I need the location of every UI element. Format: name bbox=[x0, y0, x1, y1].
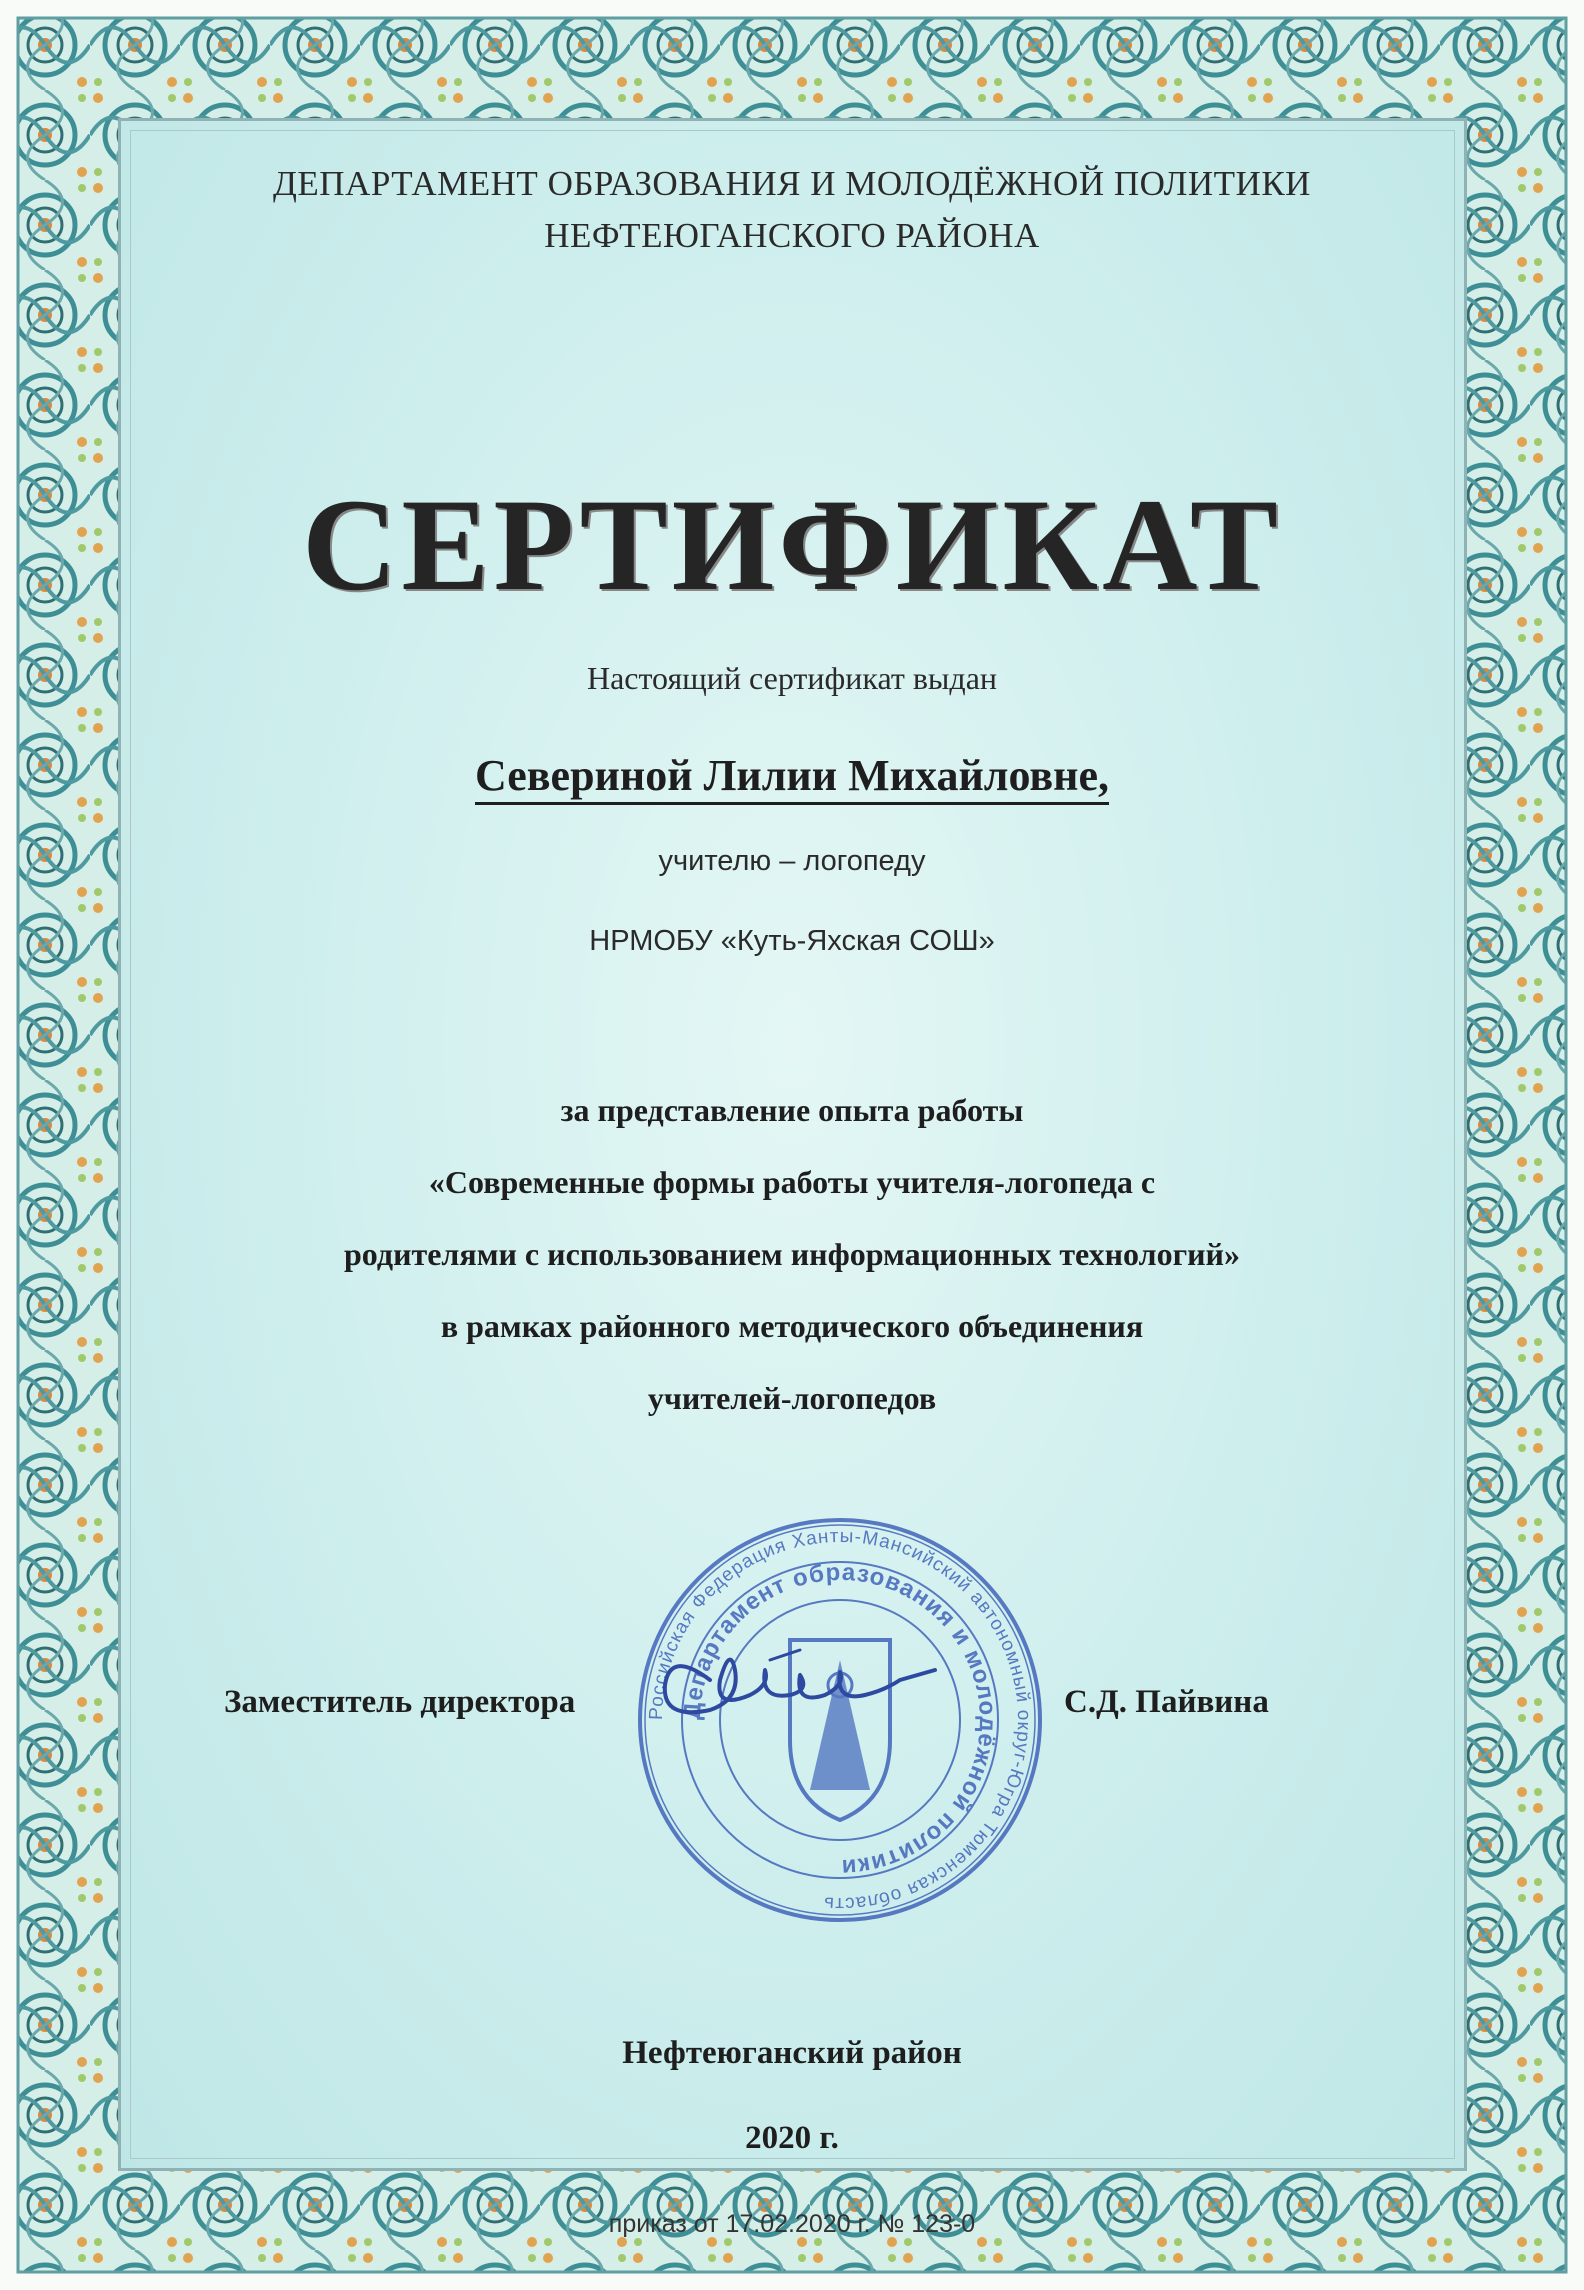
seal-inner-text: Департамент образования и молодёжной политики bbox=[678, 1558, 1002, 1882]
recipient-name bbox=[0, 750, 1584, 801]
reason-line: в рамках районного методического объединения bbox=[440, 1308, 1144, 1344]
issue-year: 2020 г. bbox=[745, 2120, 839, 2156]
recipient-school: НРМОБУ «Куть-Яхская СОШ» bbox=[589, 925, 995, 957]
department-line-1: ДЕПАРТАМЕНТ ОБРАЗОВАНИЯ И МОЛОДЁЖНОЙ ПОЛИТИКИ bbox=[273, 164, 1311, 203]
signatory-title: Заместитель директора bbox=[224, 1684, 576, 1720]
signatory-name: С.Д. Пайвина bbox=[1064, 1684, 1269, 1720]
seal-outer-text: Российская Федерация Ханты-Мансийский автономный округ-Югра Тюменская область bbox=[645, 1525, 1035, 1915]
order-reference: приказ от 17.02.2020 г. № 123-0 bbox=[608, 2210, 976, 2238]
department-header bbox=[0, 158, 1584, 262]
reason-line: «Современные формы работы учителя-логопеда с bbox=[428, 1164, 1156, 1200]
recipient-name-text: Севериной Лилии Михайловне, bbox=[475, 751, 1109, 805]
signature bbox=[650, 1640, 950, 1750]
reason-line: учителей-логопедов bbox=[647, 1380, 937, 1416]
recipient-position: учителю – логопеду bbox=[658, 845, 926, 877]
award-reason bbox=[0, 1074, 1584, 1434]
reason-line: родителями с использованием информационных технологий» bbox=[344, 1236, 1240, 1272]
issue-place: Нефтеюганский район bbox=[622, 2035, 962, 2071]
issued-text: Настоящий сертификат выдан bbox=[586, 660, 998, 696]
department-line-2: НЕФТЕЮГАНСКОГО РАЙОНА bbox=[544, 216, 1040, 255]
reason-line: за представление опыта работы bbox=[560, 1092, 1024, 1128]
certificate-title: СЕРТИФИКАТ bbox=[302, 471, 1282, 618]
